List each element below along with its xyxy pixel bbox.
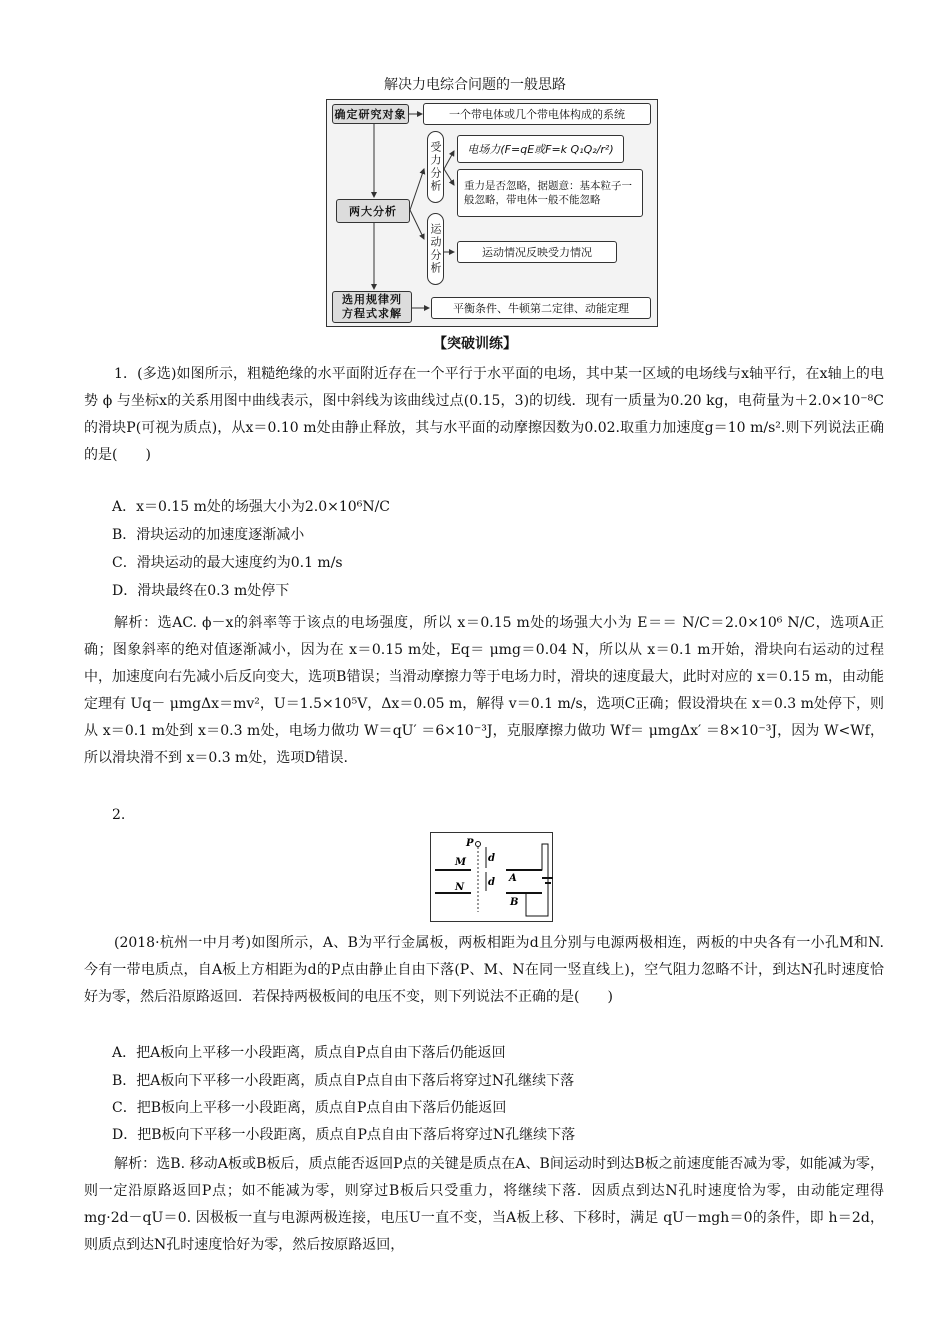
node-electric-force: 电场力(F=qE或F=k Q₁Q₂/r²) bbox=[457, 135, 624, 163]
node-two-analyses: 两大分析 bbox=[336, 199, 410, 223]
node-gravity-note: 重力是否忽略，据题意：基本粒子一般忽略，带电体一般不能忽略 bbox=[457, 169, 643, 217]
q2-number: 2. bbox=[112, 807, 126, 823]
q1-stem: 1．(多选)如图所示，粗糙绝缘的水平面附近存在一个平行于水平面的电场，其中某一区域的电场线与x轴平行，在x轴上的电势 ϕ 与坐标x的关系用图中曲线表示，图中斜线为该曲线过点(0.15，3)的切线．现有一质量为0.20 kg，电荷量为＋2.0×10⁻⁸C的滑块P(可视为质点)，从x＝0.10 m处由静止释放，其与水平面的动摩擦因数为0.02.取重力加速度g＝10 m/s².则下列说法正确的是( ) bbox=[84, 366, 884, 463]
q2-stem: (2018·杭州一中月考)如图所示，A、B为平行金属板，两板相距为d且分别与电源两极相连，两板的中央各有一小孔M和N. 今有一带电质点，自A板上方相距为d的P点由静止自由下落(P、M、N在同一竖直线上)，空气阻力忽略不计，到达N孔时速度恰好为零，然后沿原路返回．若保持两极板间的电压不变，则下列说法不正确的是( ) bbox=[84, 935, 884, 1005]
q1-analysis: 解析：选AC. ϕ－x的斜率等于该点的电场强度，所以 x＝0.15 m处的场强大小为 E＝＝ N/C＝2.0×10⁶ N/C，选项A正确；图象斜率的绝对值逐渐减小，因为在 x＝0.15 m处，Eq＝ μmg＝0.04 N，所以从 x＝0.1 m开始，滑块向右运动的过程中，加速度向右先减小后反向变大，选项B错误；当滑动摩擦力等于电场力时，滑块的速度最大，此时对应的 x＝0.15 m，由动能定理有 Uq－ μmgΔx＝mv²，U＝1.5×10⁵V，Δx＝0.05 m，解得 v＝0.1 m/s，选项C正确；假设滑块在 x＝0.3 m处停下，则从 x＝0.1 m处到 x＝0.3 m处，电场力做功 W＝qU′ ＝6×10⁻³J，克服摩擦力做功 Wf＝ μmgΔx′ ＝8×10⁻³J，因为 W<Wf，所以滑块滑不到 x＝0.3 m处，选项D错误. bbox=[84, 615, 884, 766]
node-force-analysis: 受力分析 bbox=[427, 131, 444, 203]
label-d1: d bbox=[488, 853, 495, 864]
q2-option-a: A．把A板向上平移一小段距离，质点自P点自由下落后仍能返回 bbox=[112, 1045, 506, 1061]
q1-option-c: C．滑块运动的最大速度约为0.1 m/s bbox=[112, 555, 343, 571]
q2-analysis: 解析：选B. 移动A板或B板后，质点能否返回P点的关键是质点在A、B间运动时到达B板之前速度能否减为零，如能减为零，则一定沿原路返回P点；如不能减为零，则穿过B板后只受重力，将继续下落．因质点到达N孔时速度恰为零，由动能定理得 mg·2d－qU＝0. 因极板一直与电源两极连接，电压U一直不变，当A板上移、下移时，满足 qU－mgh＝0的条件，即 h＝2d，则质点到达N孔时速度恰好为零，然后按原路返回， bbox=[84, 1156, 884, 1253]
label-a: A bbox=[509, 873, 517, 884]
label-n: N bbox=[455, 882, 465, 893]
capacitor-diagram bbox=[430, 832, 553, 922]
q2-option-d: D．把B板向下平移一小段距离，质点自P点自由下落后将穿过N孔继续下落 bbox=[112, 1127, 576, 1143]
node-research-object: 确定研究对象 bbox=[332, 104, 409, 124]
q1-option-b: B．滑块运动的加速度逐渐减小 bbox=[112, 527, 305, 543]
section-title: 解决力电综合问题的一般思路 bbox=[384, 77, 566, 93]
q1-option-d: D．滑块最终在0.3 m处停下 bbox=[112, 583, 290, 599]
node-laws-desc: 平衡条件、牛顿第二定律、动能定理 bbox=[431, 297, 651, 319]
node-motion-analysis: 运动分析 bbox=[427, 213, 444, 285]
q2-option-b: B．把A板向下平移一小段距离，质点自P点自由下落后将穿过N孔继续下落 bbox=[112, 1073, 575, 1089]
training-heading: 【突破训练】 bbox=[433, 336, 517, 352]
node-research-object-desc: 一个带电体或几个带电体构成的系统 bbox=[423, 103, 651, 125]
node-laws: 选用规律列方程式求解 bbox=[332, 291, 412, 323]
q2-option-c: C．把B板向上平移一小段距离，质点自P点自由下落后仍能返回 bbox=[112, 1100, 507, 1116]
label-p: P bbox=[466, 838, 474, 849]
label-m: M bbox=[455, 857, 467, 868]
flowchart bbox=[326, 99, 658, 327]
node-motion-desc: 运动情况反映受力情况 bbox=[457, 241, 617, 263]
q1-option-a: A．x＝0.15 m处的场强大小为2.0×10⁶N/C bbox=[112, 499, 391, 515]
label-d2: d bbox=[488, 877, 495, 888]
label-b: B bbox=[510, 897, 519, 908]
